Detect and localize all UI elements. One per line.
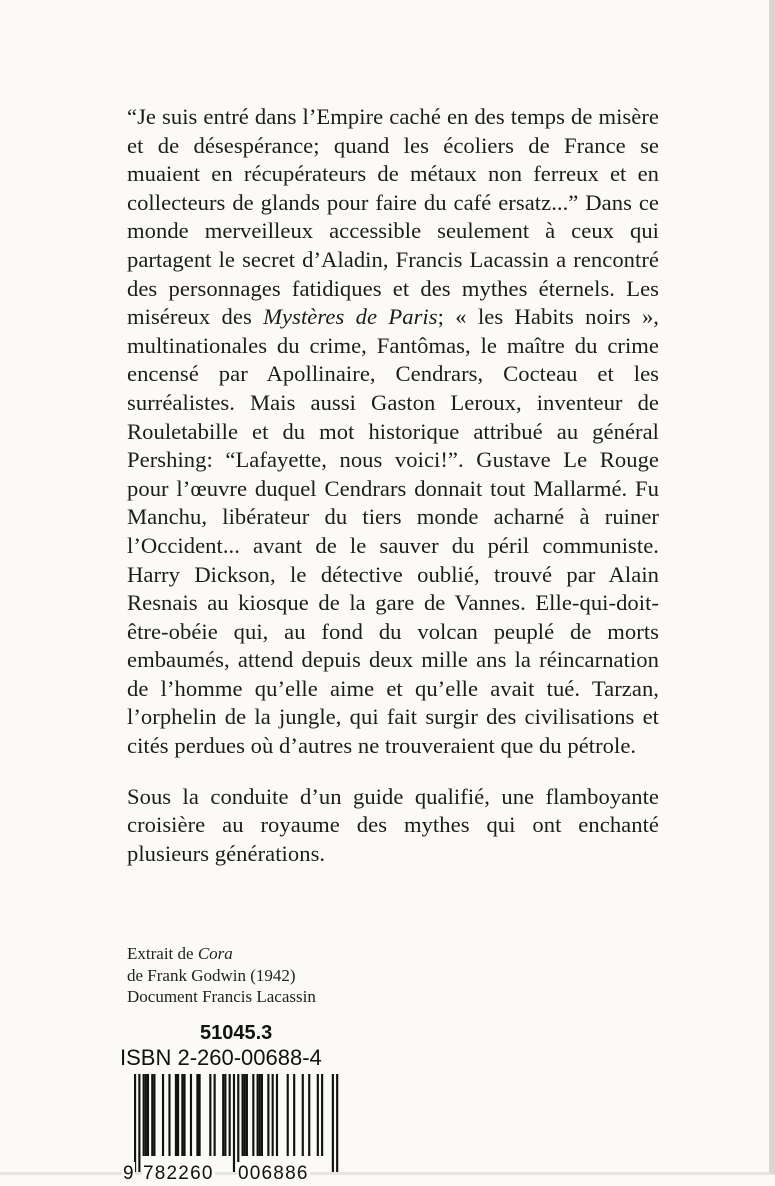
- book-title-mysteres-de-paris: Mystères de Paris: [263, 304, 438, 330]
- barcode-bar: [308, 1074, 310, 1156]
- barcode-bar: [272, 1074, 274, 1156]
- barcode-bar: [162, 1074, 164, 1156]
- blurb-paragraph-1-part-b: ; « les Habits noirs », multinationales du crime, Fantômas, le maître du crime encensé par Apollinaire, Cendrars, Cocteau et les surréalistes. Mais aussi Gaston Leroux, inventeur de Rouletabille et du mot historique attribué au général Pershing: “Lafayette, nous voici!”. Gustave Le Rouge pour l’œuvre duquel Cendrars donnait tout Mallarmé. Fu Manchu, libérateur du tiers monde acharné à ruiner l’Occident... avant de le sauver du péril communiste. Harry Dickson, le détective oublié, trouvé par Alain Resnais au kiosque de la gare de Vannes. Elle-qui-doit-être-obéie qui, au fond du volcan peuplé de morts embaumés, attend depuis deux mille ans la réincarnation de l’homme qu’elle aime et qu’elle avait tué. Tarzan, l’orphelin de la jungle, qui fait surgir des civilisations et cités perdues où d’autres ne trouveraient que du pétrole.: [127, 304, 659, 759]
- barcode-bar: [257, 1074, 259, 1156]
- credit-line-2: de Frank Godwin (1942): [127, 965, 296, 985]
- barcode-bar: [229, 1074, 231, 1156]
- blurb-paragraph-2: Sous la conduite d’un guide qualifié, une flamboyante croisière au royaume des mythes qui ont enchanté plusieurs générations.: [127, 783, 659, 866]
- barcode-bar: [224, 1074, 226, 1156]
- credit-title: Cora: [197, 944, 233, 963]
- barcode-bar: [302, 1074, 304, 1156]
- barcode-bar: [147, 1074, 149, 1156]
- reference-number: 51045.3: [200, 1022, 273, 1044]
- barcode-bar: [145, 1074, 147, 1156]
- barcode-bar: [242, 1074, 244, 1156]
- credit-line-3: Document Francis Lacassin: [127, 987, 316, 1007]
- barcode-bar: [293, 1074, 295, 1156]
- credit-prefix: Extrait de: [127, 944, 198, 963]
- barcode-bar: [222, 1074, 224, 1156]
- barcode-bar: [168, 1074, 170, 1156]
- barcode-bars-graphic: [120, 1074, 350, 1174]
- barcode-bar: [259, 1074, 261, 1156]
- barcode-bar: [181, 1074, 183, 1156]
- barcode-guard-bar: [138, 1074, 140, 1172]
- barcode-guard-bar: [336, 1074, 338, 1172]
- barcode-bar: [153, 1074, 155, 1156]
- barcode-bar: [267, 1074, 269, 1156]
- barcode-bar: [143, 1074, 145, 1156]
- ean-digits: [120, 1162, 350, 1186]
- barcode-bar: [276, 1074, 278, 1156]
- barcode-bar: [321, 1074, 323, 1156]
- barcode-bar: [196, 1074, 198, 1156]
- barcode-bar: [177, 1074, 179, 1156]
- blurb-paragraph-1: [127, 103, 659, 761]
- credit-line-1: [127, 943, 316, 965]
- ean-barcode: [120, 1074, 350, 1186]
- ean-first-digit: 9: [123, 1163, 134, 1184]
- barcode-bar: [252, 1074, 254, 1156]
- barcode-bar: [190, 1074, 192, 1156]
- barcode-guard-bar: [233, 1074, 235, 1172]
- ean-left-digits: 782260: [143, 1163, 214, 1184]
- barcode-bar: [244, 1074, 246, 1156]
- barcode-bar: [317, 1074, 319, 1156]
- image-credit: [127, 943, 316, 1008]
- ean-right-digits: 006886: [238, 1163, 309, 1184]
- barcode-bar: [214, 1074, 216, 1156]
- barcode-bar: [209, 1074, 211, 1156]
- isbn-label: ISBN 2-260-00688-4: [120, 1045, 322, 1070]
- barcode-guard-bar: [332, 1074, 334, 1172]
- barcode-bar: [261, 1074, 263, 1156]
- barcode-bar: [246, 1074, 248, 1156]
- barcode-bar: [175, 1074, 177, 1156]
- blurb-paragraph-1-part-a: “Je suis entré dans l’Empire caché en des temps de misère et de désespérance; quand les écoliers de France se muaient en récupérateurs de métaux non ferreux et en collecteurs de glands pour faire du café ersatz...” Dans ce monde merveilleux accessible seulement à ceux qui partagent le secret d’Aladin, Francis Lacassin a rencontré des personnages fatidiques et des mythes éternels. Les miséreux des: [127, 104, 659, 330]
- barcode-block: [120, 1022, 350, 1186]
- barcode-bar: [287, 1074, 289, 1156]
- barcode-guard-bar: [134, 1074, 136, 1172]
- barcode-bar: [199, 1074, 201, 1156]
- blurb-text: [127, 103, 659, 868]
- barcode-bar: [151, 1074, 153, 1156]
- barcode-bar: [183, 1074, 185, 1156]
- barcode-guard-bar: [237, 1074, 239, 1172]
